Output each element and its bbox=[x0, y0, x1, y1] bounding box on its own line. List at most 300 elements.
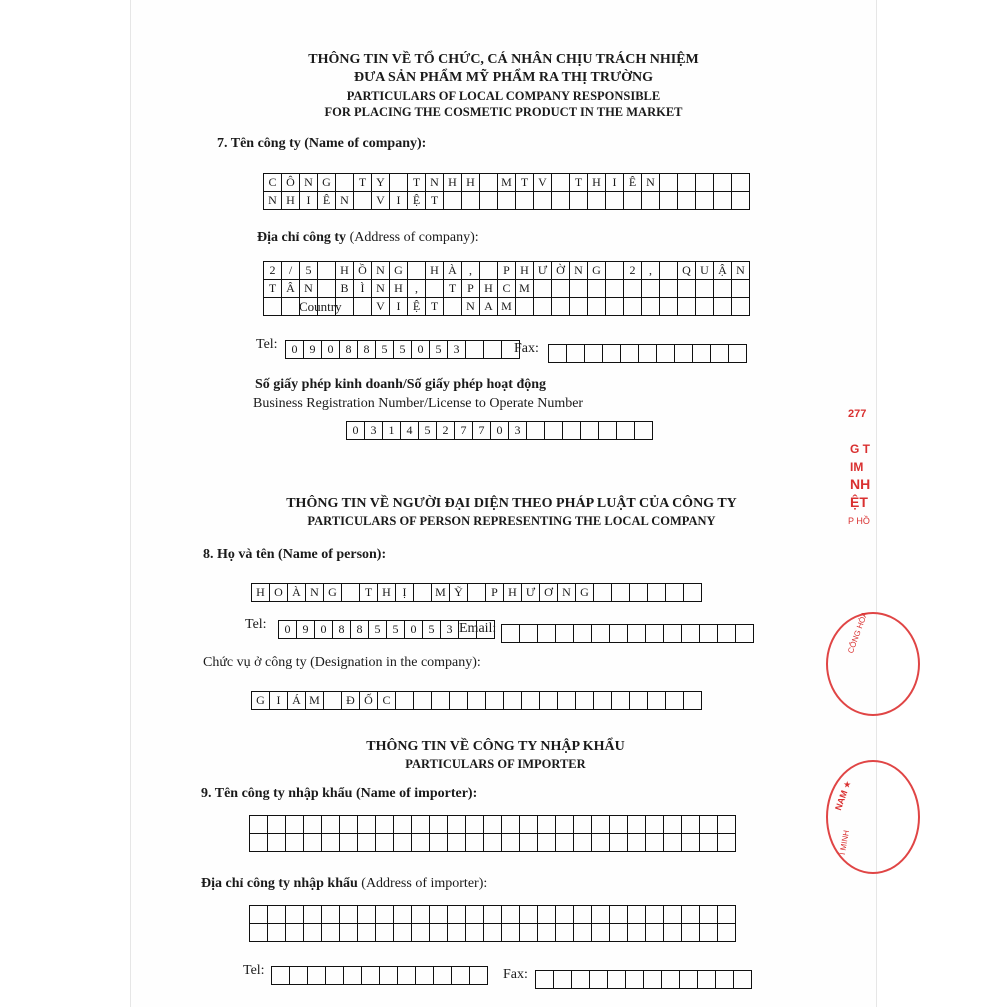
grid-cell[interactable]: N bbox=[570, 262, 588, 280]
grid-cell[interactable] bbox=[502, 906, 520, 924]
grid-cell[interactable]: 5 bbox=[423, 621, 441, 639]
grid-cell[interactable]: / bbox=[282, 262, 300, 280]
grid-cell[interactable] bbox=[480, 174, 498, 192]
grid-cell[interactable]: Q bbox=[678, 262, 696, 280]
grid-cell[interactable]: H bbox=[516, 262, 534, 280]
grid-cell[interactable]: T bbox=[516, 174, 534, 192]
grid-cell[interactable] bbox=[426, 280, 444, 298]
grid-cell[interactable] bbox=[657, 345, 675, 363]
grid-cell[interactable] bbox=[534, 298, 552, 316]
grid-cell[interactable] bbox=[606, 298, 624, 316]
grid-cell[interactable]: Ậ bbox=[714, 262, 732, 280]
grid-cell[interactable] bbox=[574, 906, 592, 924]
grid-cell[interactable]: Ơ bbox=[540, 584, 558, 602]
grid-cell[interactable] bbox=[581, 422, 599, 440]
grid-cell[interactable]: M bbox=[498, 298, 516, 316]
grid-cell[interactable]: 0 bbox=[322, 341, 340, 359]
grid-cell[interactable]: I bbox=[390, 298, 408, 316]
grid-cell[interactable] bbox=[718, 906, 736, 924]
grid-cell[interactable]: 7 bbox=[455, 422, 473, 440]
grid-cell[interactable] bbox=[434, 967, 452, 985]
grid-cell[interactable] bbox=[610, 906, 628, 924]
grid-cell[interactable] bbox=[466, 834, 484, 852]
grid-cell[interactable]: 5 bbox=[387, 621, 405, 639]
grid-cell[interactable]: 9 bbox=[297, 621, 315, 639]
grid-cell[interactable] bbox=[286, 906, 304, 924]
grid-cell[interactable]: 1 bbox=[383, 422, 401, 440]
grid-cell[interactable] bbox=[628, 816, 646, 834]
grid-cell[interactable] bbox=[554, 971, 572, 989]
grid-cell[interactable] bbox=[344, 967, 362, 985]
grid-cell[interactable] bbox=[484, 816, 502, 834]
grid-cell[interactable] bbox=[682, 924, 700, 942]
grid-cell[interactable] bbox=[516, 298, 534, 316]
grid-cell[interactable] bbox=[480, 192, 498, 210]
grid-cell[interactable] bbox=[732, 192, 750, 210]
grid-cell[interactable] bbox=[414, 692, 432, 710]
grid-cell[interactable]: H bbox=[252, 584, 270, 602]
grid-cell[interactable]: 3 bbox=[441, 621, 459, 639]
grid-cell[interactable]: N bbox=[426, 174, 444, 192]
grid-cell[interactable] bbox=[666, 692, 684, 710]
grid-cell[interactable] bbox=[448, 924, 466, 942]
grid-cell[interactable] bbox=[610, 924, 628, 942]
grid-cell[interactable] bbox=[318, 262, 336, 280]
grid-cell[interactable] bbox=[304, 816, 322, 834]
grid-cell[interactable]: P bbox=[486, 584, 504, 602]
grid-cell[interactable] bbox=[682, 625, 700, 643]
grid-cell[interactable] bbox=[545, 422, 563, 440]
grid-cell[interactable]: H bbox=[336, 262, 354, 280]
grid-cell[interactable]: 7 bbox=[473, 422, 491, 440]
company-fax-grid[interactable] bbox=[548, 344, 747, 363]
grid-cell[interactable] bbox=[354, 192, 372, 210]
grid-cell[interactable] bbox=[272, 967, 290, 985]
grid-cell[interactable]: Ê bbox=[318, 192, 336, 210]
grid-cell[interactable] bbox=[648, 692, 666, 710]
grid-cell[interactable]: C bbox=[264, 174, 282, 192]
grid-cell[interactable]: T bbox=[408, 174, 426, 192]
grid-cell[interactable] bbox=[624, 192, 642, 210]
grid-cell[interactable] bbox=[700, 906, 718, 924]
grid-cell[interactable]: Đ bbox=[342, 692, 360, 710]
grid-cell[interactable] bbox=[732, 280, 750, 298]
grid-cell[interactable]: V bbox=[372, 298, 390, 316]
grid-cell[interactable] bbox=[264, 298, 282, 316]
grid-cell[interactable] bbox=[711, 345, 729, 363]
grid-cell[interactable]: N bbox=[372, 262, 390, 280]
grid-cell[interactable] bbox=[466, 906, 484, 924]
grid-cell[interactable] bbox=[534, 192, 552, 210]
grid-cell[interactable]: P bbox=[462, 280, 480, 298]
grid-cell[interactable] bbox=[700, 816, 718, 834]
grid-cell[interactable] bbox=[380, 967, 398, 985]
grid-cell[interactable] bbox=[502, 924, 520, 942]
grid-cell[interactable] bbox=[484, 834, 502, 852]
grid-cell[interactable] bbox=[552, 192, 570, 210]
grid-cell[interactable] bbox=[466, 341, 484, 359]
grid-cell[interactable] bbox=[484, 906, 502, 924]
grid-cell[interactable] bbox=[504, 692, 522, 710]
grid-cell[interactable] bbox=[588, 298, 606, 316]
grid-cell[interactable] bbox=[576, 692, 594, 710]
grid-cell[interactable]: M bbox=[498, 174, 516, 192]
grid-cell[interactable] bbox=[358, 834, 376, 852]
grid-cell[interactable] bbox=[430, 906, 448, 924]
grid-cell[interactable] bbox=[660, 192, 678, 210]
grid-cell[interactable] bbox=[664, 834, 682, 852]
grid-cell[interactable] bbox=[660, 298, 678, 316]
grid-cell[interactable] bbox=[390, 174, 408, 192]
grid-cell[interactable]: A bbox=[480, 298, 498, 316]
grid-cell[interactable] bbox=[250, 906, 268, 924]
grid-cell[interactable] bbox=[552, 174, 570, 192]
grid-cell[interactable]: M bbox=[306, 692, 324, 710]
grid-cell[interactable]: 0 bbox=[412, 341, 430, 359]
grid-cell[interactable] bbox=[660, 280, 678, 298]
grid-cell[interactable] bbox=[682, 834, 700, 852]
grid-cell[interactable]: G bbox=[576, 584, 594, 602]
grid-cell[interactable]: Á bbox=[288, 692, 306, 710]
grid-cell[interactable]: 0 bbox=[279, 621, 297, 639]
grid-cell[interactable] bbox=[362, 967, 380, 985]
grid-cell[interactable] bbox=[324, 692, 342, 710]
grid-cell[interactable] bbox=[570, 280, 588, 298]
grid-cell[interactable]: N bbox=[462, 298, 480, 316]
grid-cell[interactable] bbox=[642, 192, 660, 210]
grid-cell[interactable] bbox=[700, 834, 718, 852]
grid-cell[interactable] bbox=[718, 924, 736, 942]
grid-cell[interactable] bbox=[448, 816, 466, 834]
grid-cell[interactable] bbox=[696, 298, 714, 316]
grid-cell[interactable] bbox=[714, 298, 732, 316]
grid-cell[interactable]: T bbox=[444, 280, 462, 298]
grid-cell[interactable]: Ố bbox=[360, 692, 378, 710]
grid-cell[interactable] bbox=[468, 692, 486, 710]
grid-cell[interactable]: H bbox=[462, 174, 480, 192]
grid-cell[interactable]: 2 bbox=[624, 262, 642, 280]
grid-cell[interactable] bbox=[606, 262, 624, 280]
grid-cell[interactable] bbox=[718, 625, 736, 643]
grid-cell[interactable] bbox=[340, 924, 358, 942]
grid-cell[interactable] bbox=[556, 906, 574, 924]
grid-cell[interactable] bbox=[480, 262, 498, 280]
grid-cell[interactable] bbox=[648, 584, 666, 602]
grid-cell[interactable] bbox=[538, 906, 556, 924]
grid-cell[interactable]: C bbox=[498, 280, 516, 298]
grid-cell[interactable]: O bbox=[270, 584, 288, 602]
grid-cell[interactable]: T bbox=[360, 584, 378, 602]
grid-cell[interactable]: Ồ bbox=[354, 262, 372, 280]
grid-cell[interactable] bbox=[610, 834, 628, 852]
grid-cell[interactable]: I bbox=[606, 174, 624, 192]
grid-cell[interactable]: Ô bbox=[282, 174, 300, 192]
grid-cell[interactable]: T bbox=[570, 174, 588, 192]
grid-cell[interactable] bbox=[520, 906, 538, 924]
grid-cell[interactable] bbox=[484, 341, 502, 359]
grid-cell[interactable]: M bbox=[516, 280, 534, 298]
grid-cell[interactable] bbox=[466, 924, 484, 942]
grid-cell[interactable]: C bbox=[378, 692, 396, 710]
grid-cell[interactable]: N bbox=[264, 192, 282, 210]
grid-cell[interactable] bbox=[714, 280, 732, 298]
grid-cell[interactable] bbox=[628, 834, 646, 852]
grid-cell[interactable] bbox=[470, 967, 488, 985]
grid-cell[interactable]: Ệ bbox=[408, 192, 426, 210]
grid-cell[interactable] bbox=[552, 298, 570, 316]
grid-cell[interactable] bbox=[520, 625, 538, 643]
grid-cell[interactable] bbox=[729, 345, 747, 363]
grid-cell[interactable] bbox=[340, 816, 358, 834]
grid-cell[interactable] bbox=[592, 924, 610, 942]
grid-cell[interactable]: 5 bbox=[430, 341, 448, 359]
grid-cell[interactable] bbox=[394, 834, 412, 852]
grid-cell[interactable]: Ư bbox=[522, 584, 540, 602]
grid-cell[interactable]: , bbox=[408, 280, 426, 298]
grid-cell[interactable]: G bbox=[324, 584, 342, 602]
grid-cell[interactable]: N bbox=[306, 584, 324, 602]
grid-cell[interactable] bbox=[502, 834, 520, 852]
grid-cell[interactable] bbox=[592, 816, 610, 834]
grid-cell[interactable] bbox=[646, 834, 664, 852]
grid-cell[interactable] bbox=[250, 924, 268, 942]
grid-cell[interactable]: 4 bbox=[401, 422, 419, 440]
grid-cell[interactable] bbox=[250, 816, 268, 834]
grid-cell[interactable]: M bbox=[432, 584, 450, 602]
grid-cell[interactable]: N bbox=[336, 192, 354, 210]
grid-cell[interactable] bbox=[714, 174, 732, 192]
grid-cell[interactable] bbox=[574, 834, 592, 852]
grid-cell[interactable]: T bbox=[264, 280, 282, 298]
grid-cell[interactable]: H bbox=[378, 584, 396, 602]
grid-cell[interactable] bbox=[520, 816, 538, 834]
grid-cell[interactable] bbox=[570, 298, 588, 316]
grid-cell[interactable]: 5 bbox=[394, 341, 412, 359]
grid-cell[interactable] bbox=[448, 906, 466, 924]
grid-cell[interactable]: 5 bbox=[300, 262, 318, 280]
grid-cell[interactable]: G bbox=[318, 174, 336, 192]
grid-cell[interactable] bbox=[732, 298, 750, 316]
grid-cell[interactable]: 3 bbox=[448, 341, 466, 359]
grid-cell[interactable] bbox=[624, 298, 642, 316]
grid-cell[interactable] bbox=[527, 422, 545, 440]
grid-cell[interactable] bbox=[376, 924, 394, 942]
grid-cell[interactable] bbox=[268, 906, 286, 924]
grid-cell[interactable] bbox=[304, 906, 322, 924]
grid-cell[interactable] bbox=[268, 816, 286, 834]
grid-cell[interactable] bbox=[549, 345, 567, 363]
grid-cell[interactable] bbox=[684, 692, 702, 710]
grid-cell[interactable] bbox=[358, 816, 376, 834]
grid-cell[interactable] bbox=[450, 692, 468, 710]
grid-cell[interactable] bbox=[682, 906, 700, 924]
grid-cell[interactable] bbox=[678, 280, 696, 298]
grid-cell[interactable] bbox=[684, 584, 702, 602]
grid-cell[interactable] bbox=[340, 906, 358, 924]
grid-cell[interactable] bbox=[558, 692, 576, 710]
grid-cell[interactable] bbox=[590, 971, 608, 989]
grid-cell[interactable] bbox=[396, 692, 414, 710]
grid-cell[interactable] bbox=[268, 924, 286, 942]
grid-cell[interactable] bbox=[394, 924, 412, 942]
grid-cell[interactable] bbox=[498, 192, 516, 210]
grid-cell[interactable] bbox=[612, 584, 630, 602]
grid-cell[interactable] bbox=[540, 692, 558, 710]
grid-cell[interactable] bbox=[594, 692, 612, 710]
grid-cell[interactable] bbox=[318, 280, 336, 298]
designation-grid[interactable] bbox=[251, 691, 702, 710]
grid-cell[interactable] bbox=[696, 174, 714, 192]
grid-cell[interactable]: 8 bbox=[333, 621, 351, 639]
grid-cell[interactable] bbox=[394, 816, 412, 834]
grid-cell[interactable] bbox=[502, 625, 520, 643]
grid-cell[interactable]: 5 bbox=[369, 621, 387, 639]
grid-cell[interactable] bbox=[666, 584, 684, 602]
grid-cell[interactable] bbox=[606, 192, 624, 210]
company-tel-grid[interactable] bbox=[285, 340, 520, 359]
grid-cell[interactable] bbox=[556, 816, 574, 834]
grid-cell[interactable] bbox=[621, 345, 639, 363]
grid-cell[interactable] bbox=[342, 584, 360, 602]
grid-cell[interactable] bbox=[646, 816, 664, 834]
grid-cell[interactable] bbox=[574, 924, 592, 942]
importer-name-grid[interactable] bbox=[249, 815, 736, 852]
grid-cell[interactable] bbox=[290, 967, 308, 985]
grid-cell[interactable]: N bbox=[558, 584, 576, 602]
grid-cell[interactable] bbox=[376, 816, 394, 834]
grid-cell[interactable] bbox=[588, 280, 606, 298]
grid-cell[interactable]: Â bbox=[282, 280, 300, 298]
grid-cell[interactable] bbox=[588, 192, 606, 210]
grid-cell[interactable] bbox=[556, 625, 574, 643]
grid-cell[interactable] bbox=[412, 834, 430, 852]
grid-cell[interactable]: V bbox=[534, 174, 552, 192]
grid-cell[interactable]: Ê bbox=[624, 174, 642, 192]
grid-cell[interactable] bbox=[678, 298, 696, 316]
importer-address-grid[interactable] bbox=[249, 905, 736, 942]
grid-cell[interactable]: 0 bbox=[491, 422, 509, 440]
grid-cell[interactable] bbox=[430, 816, 448, 834]
grid-cell[interactable] bbox=[520, 834, 538, 852]
grid-cell[interactable] bbox=[322, 924, 340, 942]
grid-cell[interactable] bbox=[612, 692, 630, 710]
grid-cell[interactable]: N bbox=[642, 174, 660, 192]
grid-cell[interactable] bbox=[538, 625, 556, 643]
grid-cell[interactable] bbox=[416, 967, 434, 985]
grid-cell[interactable]: G bbox=[252, 692, 270, 710]
grid-cell[interactable]: , bbox=[642, 262, 660, 280]
grid-cell[interactable] bbox=[700, 625, 718, 643]
grid-cell[interactable] bbox=[592, 906, 610, 924]
grid-cell[interactable]: Ì bbox=[354, 280, 372, 298]
grid-cell[interactable]: I bbox=[270, 692, 288, 710]
grid-cell[interactable] bbox=[628, 906, 646, 924]
grid-cell[interactable]: V bbox=[372, 192, 390, 210]
grid-cell[interactable] bbox=[714, 192, 732, 210]
grid-cell[interactable] bbox=[326, 967, 344, 985]
grid-cell[interactable] bbox=[556, 834, 574, 852]
grid-cell[interactable] bbox=[286, 834, 304, 852]
grid-cell[interactable] bbox=[644, 971, 662, 989]
grid-cell[interactable]: U bbox=[696, 262, 714, 280]
grid-cell[interactable] bbox=[603, 345, 621, 363]
grid-cell[interactable]: I bbox=[390, 192, 408, 210]
grid-cell[interactable] bbox=[592, 834, 610, 852]
grid-cell[interactable] bbox=[646, 625, 664, 643]
grid-cell[interactable] bbox=[630, 584, 648, 602]
grid-cell[interactable] bbox=[268, 834, 286, 852]
grid-cell[interactable] bbox=[642, 280, 660, 298]
grid-cell[interactable]: G bbox=[390, 262, 408, 280]
grid-cell[interactable]: , bbox=[462, 262, 480, 280]
grid-cell[interactable] bbox=[678, 174, 696, 192]
grid-cell[interactable] bbox=[660, 262, 678, 280]
grid-cell[interactable]: H bbox=[444, 174, 462, 192]
grid-cell[interactable]: Ư bbox=[534, 262, 552, 280]
grid-cell[interactable] bbox=[646, 924, 664, 942]
grid-cell[interactable] bbox=[675, 345, 693, 363]
grid-cell[interactable] bbox=[662, 971, 680, 989]
grid-cell[interactable] bbox=[664, 924, 682, 942]
grid-cell[interactable] bbox=[696, 192, 714, 210]
grid-cell[interactable]: T bbox=[426, 298, 444, 316]
grid-cell[interactable]: H bbox=[588, 174, 606, 192]
grid-cell[interactable] bbox=[376, 906, 394, 924]
license-grid[interactable] bbox=[346, 421, 653, 440]
grid-cell[interactable] bbox=[718, 834, 736, 852]
grid-cell[interactable] bbox=[452, 967, 470, 985]
grid-cell[interactable]: 0 bbox=[405, 621, 423, 639]
grid-cell[interactable] bbox=[610, 816, 628, 834]
grid-cell[interactable] bbox=[466, 816, 484, 834]
grid-cell[interactable]: Ệ bbox=[408, 298, 426, 316]
grid-cell[interactable] bbox=[678, 192, 696, 210]
grid-cell[interactable] bbox=[448, 834, 466, 852]
grid-cell[interactable] bbox=[462, 192, 480, 210]
grid-cell[interactable] bbox=[693, 345, 711, 363]
grid-cell[interactable] bbox=[608, 971, 626, 989]
grid-cell[interactable] bbox=[696, 280, 714, 298]
grid-cell[interactable]: T bbox=[354, 174, 372, 192]
grid-cell[interactable] bbox=[444, 192, 462, 210]
grid-cell[interactable] bbox=[414, 584, 432, 602]
person-email-grid[interactable] bbox=[501, 624, 754, 643]
grid-cell[interactable] bbox=[398, 967, 416, 985]
grid-cell[interactable]: N bbox=[300, 174, 318, 192]
grid-cell[interactable]: N bbox=[372, 280, 390, 298]
grid-cell[interactable] bbox=[664, 906, 682, 924]
grid-cell[interactable] bbox=[556, 924, 574, 942]
grid-cell[interactable] bbox=[538, 924, 556, 942]
grid-cell[interactable] bbox=[736, 625, 754, 643]
grid-cell[interactable] bbox=[286, 924, 304, 942]
grid-cell[interactable] bbox=[552, 280, 570, 298]
grid-cell[interactable] bbox=[358, 906, 376, 924]
grid-cell[interactable] bbox=[282, 298, 300, 316]
grid-cell[interactable]: 3 bbox=[509, 422, 527, 440]
grid-cell[interactable]: 2 bbox=[264, 262, 282, 280]
grid-cell[interactable]: 3 bbox=[365, 422, 383, 440]
person-name-grid[interactable] bbox=[251, 583, 702, 602]
grid-cell[interactable]: G bbox=[588, 262, 606, 280]
grid-cell[interactable] bbox=[468, 584, 486, 602]
grid-cell[interactable] bbox=[430, 834, 448, 852]
grid-cell[interactable] bbox=[599, 422, 617, 440]
grid-cell[interactable] bbox=[534, 280, 552, 298]
grid-cell[interactable] bbox=[664, 625, 682, 643]
grid-cell[interactable]: I bbox=[300, 192, 318, 210]
grid-cell[interactable] bbox=[308, 967, 326, 985]
